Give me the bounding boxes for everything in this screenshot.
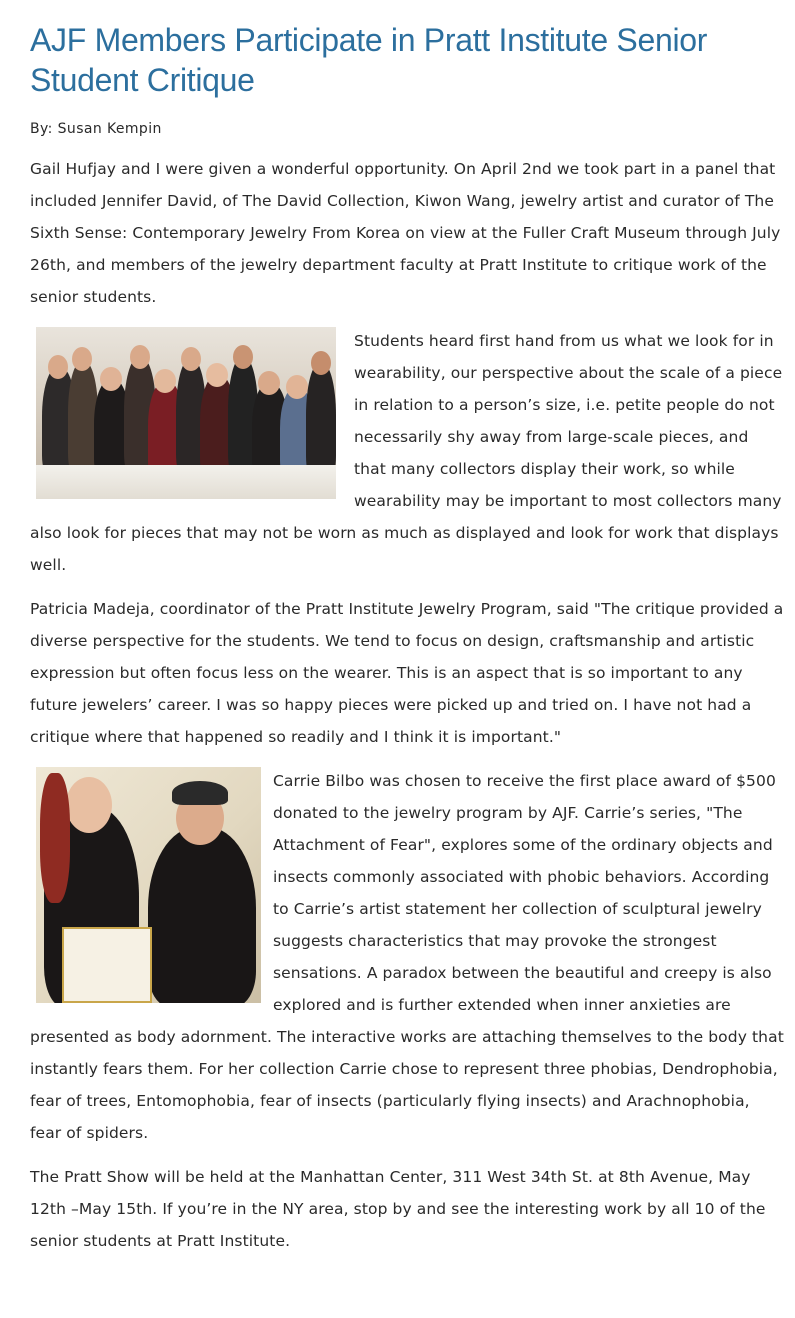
article-byline: By: Susan Kempin (30, 121, 162, 137)
article-title: AJF Members Participate in Pratt Institute Senior Student Critique (30, 22, 708, 98)
paragraph-wearability: Students heard first hand from us what we look for in wearability, our perspective about the scale of a piece in relation to a person’s size, i.e. petite people do not necessarily shy away from large-scale pieces, and that many collectors display their work, so while wearability may be important to most collectors many also look for pieces that may not be worn as much as displayed and look for work that displays well. (30, 332, 783, 574)
section-wearability (30, 325, 785, 593)
paragraph-intro: Gail Hufjay and I were given a wonderful opportunity. On April 2nd we took part in a panel that included Jennifer David, of The David Collection, Kiwon Wang, jewelry artist and curator of The Sixth Sense: Contemporary Jewelry From Korea on view at the Fuller Craft Museum through July 26th, and members of the jewelry department faculty at Pratt Institute to critique work of the senior students. (30, 160, 781, 306)
paragraph-quote: Patricia Madeja, coordinator of the Pratt Institute Jewelry Program, said "The critique provided a diverse perspective for the students. We tend to focus on design, craftsmanship and artistic expression but often focus less on the wearer. This is an aspect that is so important to any future jewelers’ career. I was so happy pieces were picked up and tried on. I have not had a critique where that happened so readily and I think it is important." (30, 600, 784, 746)
group-photo (36, 327, 336, 499)
award-photo (36, 767, 261, 1003)
paragraph-show: The Pratt Show will be held at the Manhattan Center, 311 West 34th St. at 8th Avenue, May 12th –May 15th. If you’re in the NY area, stop by and see the interesting work by all 10 of the senior students at Pratt Institute. (30, 1168, 766, 1250)
paragraph-award: Carrie Bilbo was chosen to receive the first place award of $500 donated to the jewelry program by AJF. Carrie’s series, "The Attachment of Fear", explores some of the ordinary objects and insects commonly associated with phobic behaviors. According to Carrie’s artist statement her collection of sculptural jewelry suggests characteristics that may provoke the strongest sensations. A paradox between the beautiful and creepy is also explored and is further extended when inner anxieties are presented as body adornment. The interactive works are attaching themselves to the body that instantly fears them. For her collection Carrie chose to represent three phobias, Dendrophobia, fear of trees, Entomophobia, fear of insects (particularly flying insects) and Arachnophobia, fear of spiders. (30, 772, 784, 1142)
article (30, 20, 785, 1269)
section-award (30, 765, 785, 1161)
